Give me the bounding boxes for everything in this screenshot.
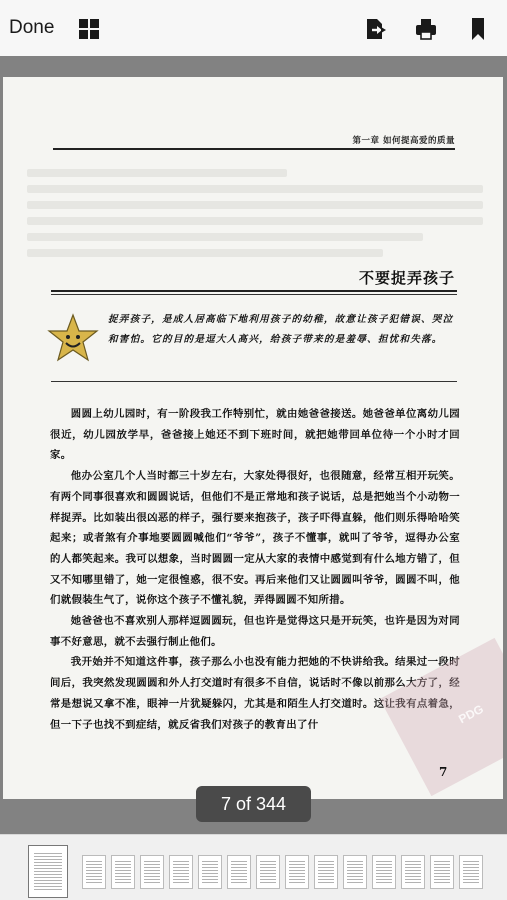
document-viewer[interactable] — [0, 56, 507, 834]
thumbnail[interactable] — [285, 855, 309, 889]
thumbnail[interactable] — [198, 855, 222, 889]
quote-rule — [51, 381, 457, 382]
bleed-through-line — [27, 233, 423, 241]
document-page[interactable] — [3, 77, 503, 799]
top-toolbar — [0, 0, 507, 56]
body-text — [50, 404, 460, 735]
paragraph: 圆圆上幼儿园时，有一阶段我工作特别忙，就由她爸爸接送。她爸爸单位离幼儿园很近，幼儿园放学早，爸爸接上她还不到下班时间，就把她带回单位待一个小时才回家。 — [50, 408, 460, 462]
bookmark-icon[interactable] — [465, 16, 491, 42]
intro-quote: 捉弄孩子，是成人居高临下地利用孩子的幼稚，故意让孩子犯错误、哭泣和害怕。它的目的是逗大人高兴，给孩子带来的是羞辱、担忧和失落。 — [108, 314, 454, 345]
title-rule — [51, 290, 457, 292]
bleed-through-line — [27, 201, 483, 209]
thumbnail[interactable] — [140, 855, 164, 889]
thumbnail[interactable] — [459, 855, 483, 889]
paragraph: 他办公室几个人当时都三十岁左右，大家处得很好，也很随意，经常互相开玩笑。有两个同事很喜欢和圆圆说话，但他们不是正常地和孩子说话，总是把她当个小动物一样捉弄。比如装出很凶恶的样子，强行要来抱孩子，孩子吓得直躲，他们则乐得哈哈笑起来；或者煞有介事地要圆圆喊他们“爷爷”，孩子不懂事，就叫了爷爷，逗得办公室的人都笑起来。我可以想象，当时圆圆一定从大家的表情中感觉到有什么地方错了，但又不知哪里错了，她一定很惶惑，很不安。再后来他们又让圆圆叫爷爷，圆圆不叫，他们就假装生气了，说你这个孩子不懂礼貌，弄得圆圆不知所措。 — [50, 470, 460, 607]
thumbnail[interactable] — [111, 855, 135, 889]
thumbnail-current[interactable] — [28, 845, 68, 898]
thumbnail[interactable] — [227, 855, 251, 889]
section-title: 不要捉弄孩子 — [358, 269, 455, 287]
title-rule — [51, 294, 457, 295]
bleed-through-line — [27, 249, 383, 257]
share-icon[interactable] — [362, 16, 388, 42]
thumbnail[interactable] — [82, 855, 106, 889]
bleed-through-line — [27, 169, 287, 177]
page-indicator: 7 of 344 — [196, 786, 311, 822]
thumbnail[interactable] — [430, 855, 454, 889]
thumbnail[interactable] — [256, 855, 280, 889]
bleed-through-line — [27, 185, 483, 193]
bleed-through-line — [27, 217, 483, 225]
thumbnail[interactable] — [401, 855, 425, 889]
thumbnail[interactable] — [343, 855, 367, 889]
print-icon[interactable] — [413, 16, 439, 42]
running-head: 第一章 如何提高爱的质量 — [352, 136, 455, 146]
header-rule — [53, 148, 455, 150]
thumbnail-strip[interactable] — [0, 834, 507, 900]
done-button[interactable]: Done — [9, 17, 55, 38]
grid-icon[interactable] — [79, 19, 99, 39]
thumbnail[interactable] — [314, 855, 338, 889]
watermark-text: PDG — [456, 701, 486, 727]
thumbnail[interactable] — [169, 855, 193, 889]
page-number: 7 — [439, 765, 448, 779]
smiley-star-icon — [47, 313, 99, 363]
paragraph: 我开始并不知道这件事，孩子那么小也没有能力把她的不快讲给我。结果过一段时间后，我突然发现圆圆和外人打交道时有很多不自信，说话时不像以前那么大方了，经常是想说又拿不准，眼神一片犹疑躲闪，尤其是和陌生人打交道时。这让我有点着急，但一下子也找不到症结，就反省我们对孩子的教育出了什 — [50, 656, 460, 731]
thumbnail[interactable] — [372, 855, 396, 889]
paragraph: 她爸爸也不喜欢别人那样逗圆圆玩，但也许是觉得这只是开玩笑，也许是因为对同事不好意思，就不去强行制止他们。 — [50, 615, 460, 648]
